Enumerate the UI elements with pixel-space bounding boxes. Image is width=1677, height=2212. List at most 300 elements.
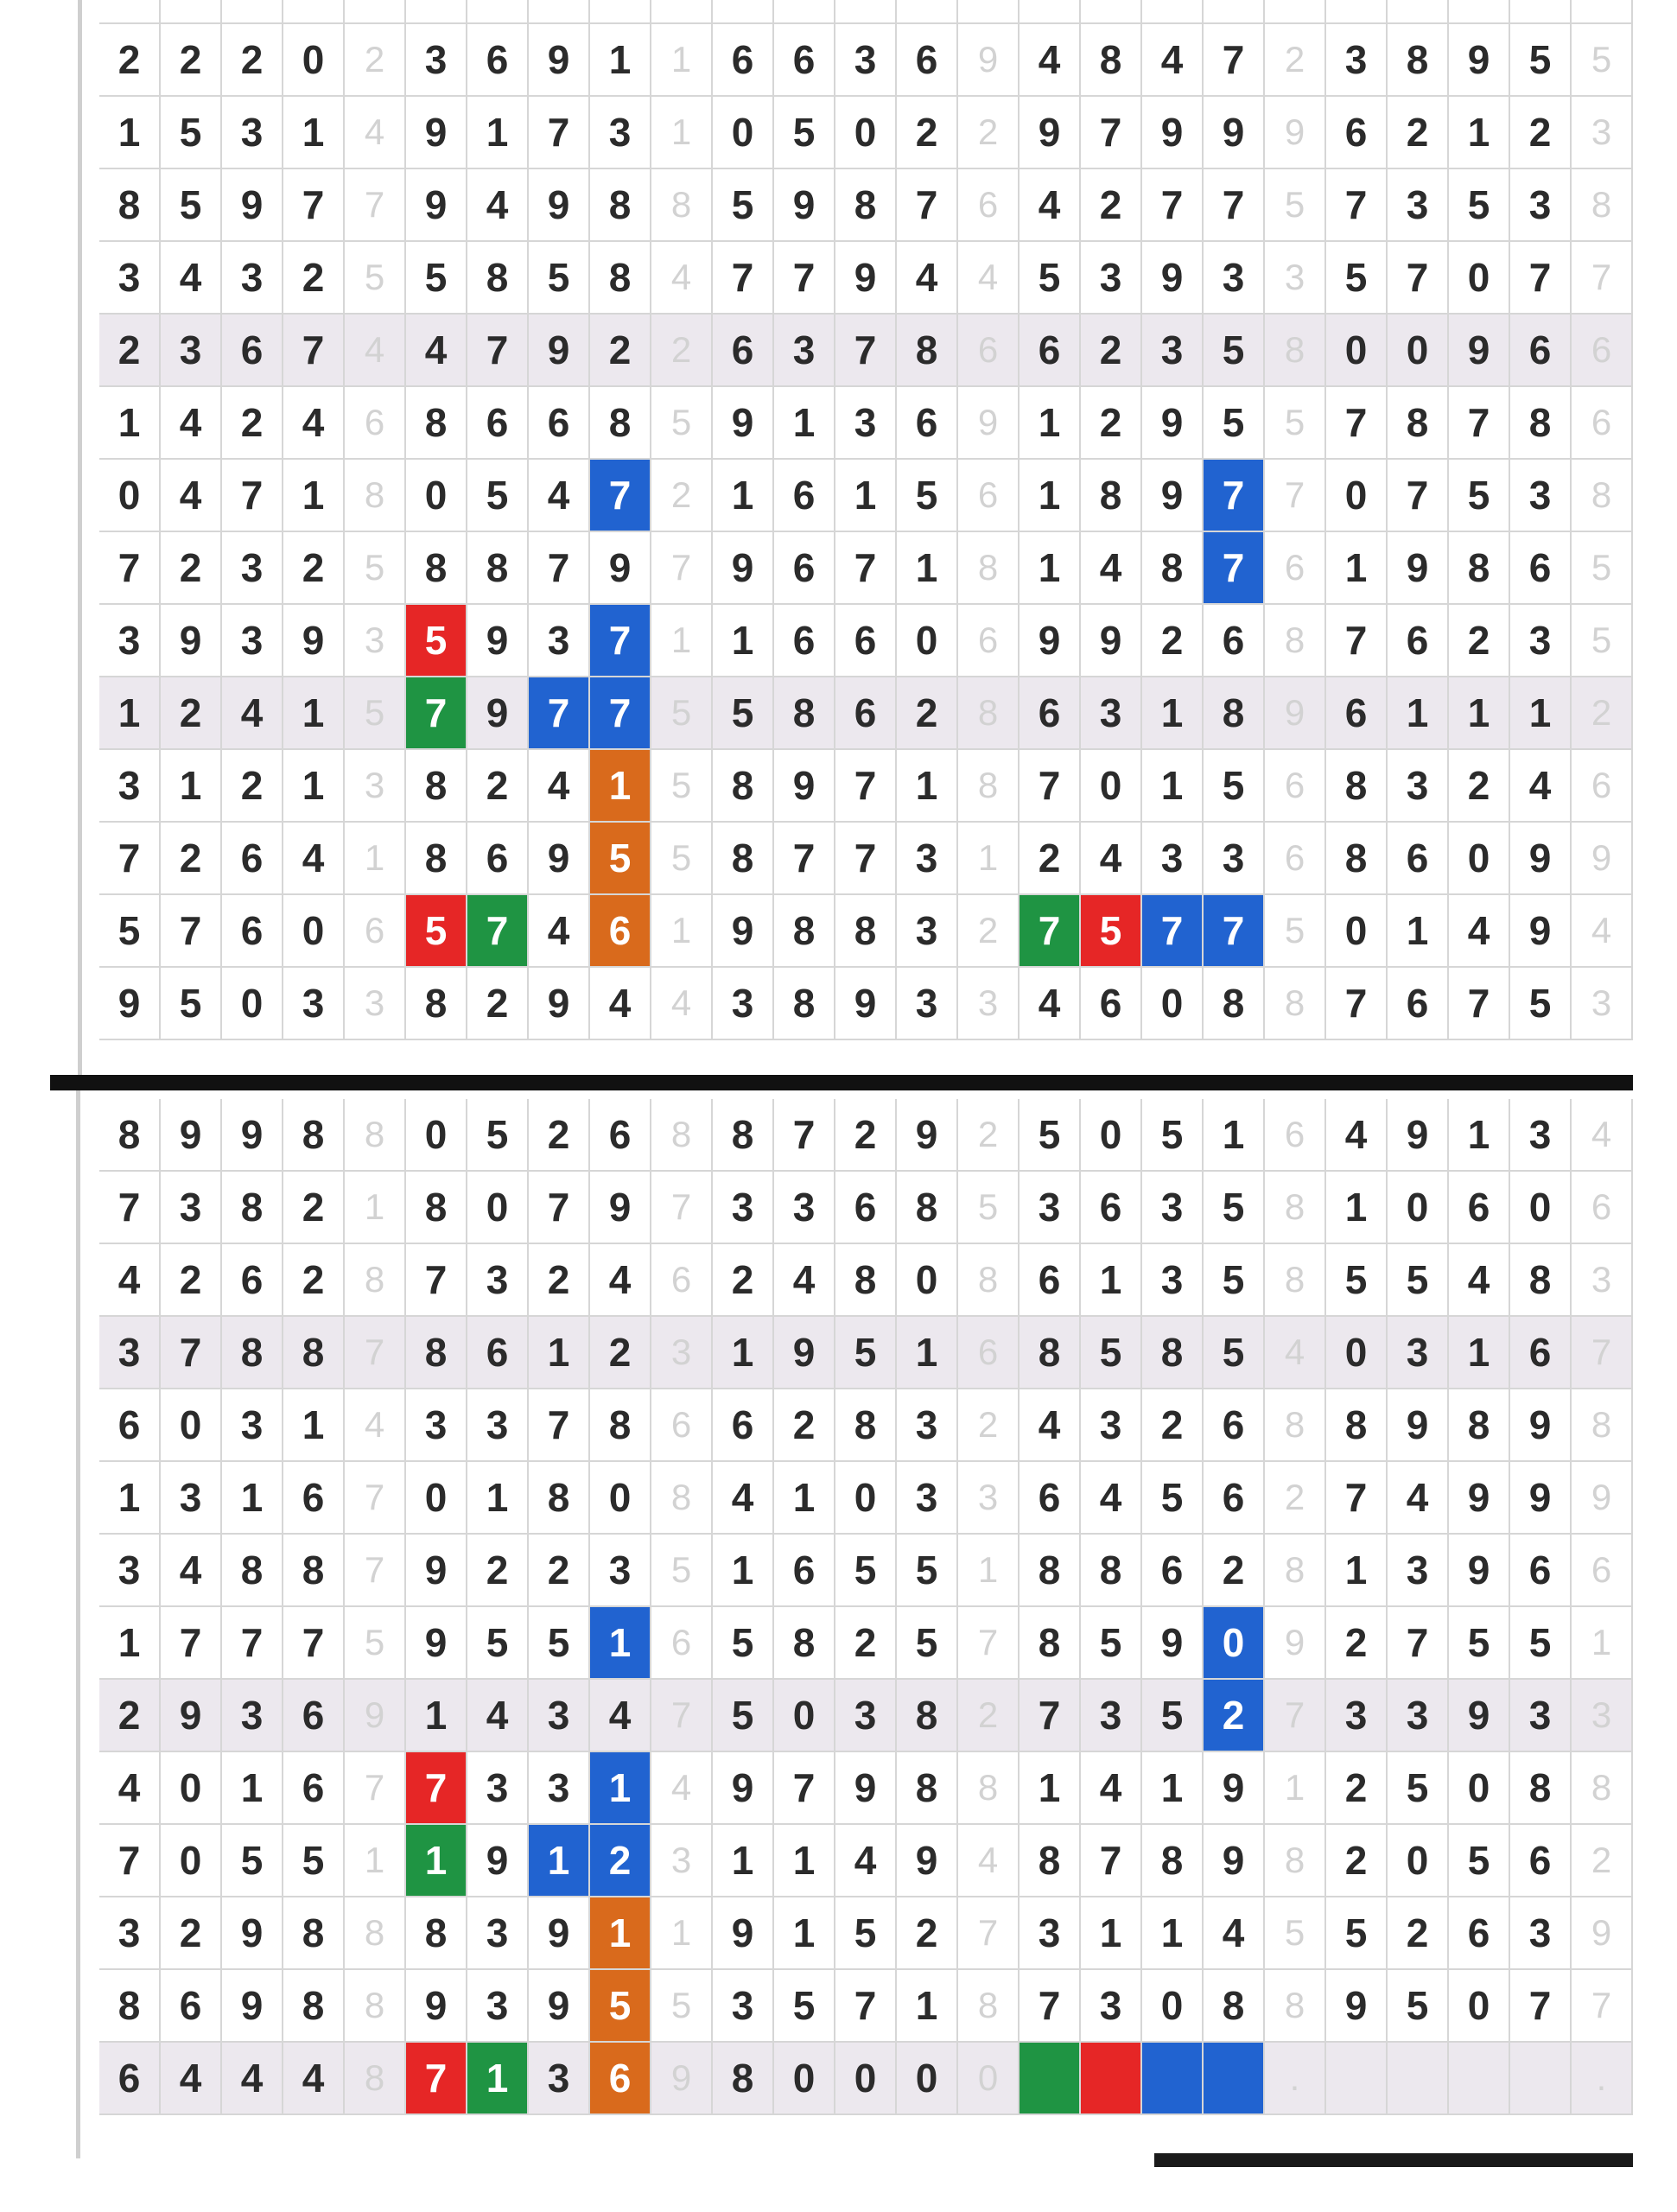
grid-cell: 8 <box>283 1099 345 1172</box>
bottom-grid-panel <box>43 1090 1646 2158</box>
grid-cell: 8 <box>345 1897 406 1970</box>
grid-cell: 5 <box>1572 605 1633 677</box>
grid-row <box>99 1462 1633 1535</box>
grid-cell: 0 <box>774 1680 835 1752</box>
grid-cell: 8 <box>1142 1317 1204 1389</box>
grid-cell: 1 <box>467 97 529 169</box>
grid-cell: 2 <box>1388 97 1449 169</box>
grid-cell: 3 <box>1572 1244 1633 1317</box>
grid-cell: 5 <box>529 1607 590 1680</box>
grid-cell: 6 <box>283 1680 345 1752</box>
grid-cell: 8 <box>651 169 713 242</box>
grid-cell: 3 <box>713 1172 774 1244</box>
grid-cell: 6 <box>897 24 958 97</box>
grid-cell: 1 <box>283 97 345 169</box>
grid-cell: 5 <box>1020 1099 1081 1172</box>
grid-cell: 9 <box>1081 605 1142 677</box>
grid-cell: 3 <box>1081 677 1142 750</box>
grid-cell: 4 <box>897 242 958 315</box>
grid-cell: 2 <box>958 1099 1020 1172</box>
grid-cell: 6 <box>345 387 406 460</box>
grid-cell: 3 <box>958 968 1020 1040</box>
grid-cell: 8 <box>406 968 467 1040</box>
grid-cell: 8 <box>958 532 1020 605</box>
grid-cell: 3 <box>651 1317 713 1389</box>
grid-cell <box>590 0 651 24</box>
grid-cell <box>1265 0 1326 24</box>
grid-cell: 2 <box>529 1535 590 1607</box>
grid-cell: 6 <box>713 24 774 97</box>
grid-cell: 3 <box>99 750 161 823</box>
grid-cell: 7 <box>161 895 222 968</box>
grid-cell: 5 <box>1326 1244 1388 1317</box>
grid-cell: 6 <box>1510 1535 1572 1607</box>
grid-cell: 6 <box>283 1462 345 1535</box>
grid-row <box>99 1970 1633 2043</box>
grid-cell: 1 <box>835 460 897 532</box>
grid-cell <box>835 0 897 24</box>
grid-cell: 2 <box>283 532 345 605</box>
grid-row <box>99 24 1633 97</box>
grid-cell: 6 <box>651 1244 713 1317</box>
grid-cell: 5 <box>897 1607 958 1680</box>
grid-cell: 3 <box>99 1317 161 1389</box>
grid-cell: 8 <box>1510 1752 1572 1825</box>
grid-cell: 0 <box>1388 315 1449 387</box>
grid-cell: 3 <box>897 1389 958 1462</box>
grid-cell: 2 <box>1572 677 1633 750</box>
grid-cell: 6 <box>1572 1172 1633 1244</box>
grid-cell: 3 <box>1388 1680 1449 1752</box>
grid-cell: 2 <box>161 677 222 750</box>
grid-cell: 3 <box>1326 1680 1388 1752</box>
grid-cell: 9 <box>467 605 529 677</box>
grid-cell: 9 <box>1142 242 1204 315</box>
grid-cell: 9 <box>1142 460 1204 532</box>
grid-cell: 6 <box>283 1752 345 1825</box>
grid-cell: 6 <box>222 895 283 968</box>
grid-cell: 9 <box>529 968 590 1040</box>
grid-cell: 5 <box>1142 1462 1204 1535</box>
grid-cell: 2 <box>283 242 345 315</box>
grid-cell: 3 <box>1204 823 1265 895</box>
grid-cell: 7 <box>1326 1462 1388 1535</box>
grid-cell: 2 <box>345 24 406 97</box>
grid-cell: 5 <box>835 1897 897 1970</box>
grid-cell: 5 <box>835 1535 897 1607</box>
grid-cell: 3 <box>835 24 897 97</box>
grid-cell: 5 <box>1204 1244 1265 1317</box>
grid-cell: 5 <box>467 1607 529 1680</box>
grid-cell: 5 <box>1204 1317 1265 1389</box>
grid-cell: 1 <box>651 97 713 169</box>
grid-cell: 2 <box>222 387 283 460</box>
grid-cell: 7 <box>1572 1317 1633 1389</box>
grid-cell: 8 <box>1142 1825 1204 1897</box>
grid-cell: 1 <box>283 750 345 823</box>
grid-cell: 6 <box>774 605 835 677</box>
grid-cell: 6 <box>99 2043 161 2115</box>
grid-cell: 7 <box>1510 242 1572 315</box>
highlighted-cell-blue: 7 <box>590 605 651 677</box>
grid-cell: 8 <box>1449 532 1510 605</box>
grid-cell: 0 <box>1510 1172 1572 1244</box>
highlighted-cell-green: 1 <box>467 2043 529 2115</box>
grid-cell: 8 <box>283 1535 345 1607</box>
grid-cell: 6 <box>1081 1172 1142 1244</box>
grid-cell: 4 <box>590 1244 651 1317</box>
grid-cell: 5 <box>713 677 774 750</box>
grid-row <box>99 315 1633 387</box>
grid-cell: 0 <box>161 1389 222 1462</box>
grid-cell <box>1388 0 1449 24</box>
highlighted-cell-orange: 6 <box>590 895 651 968</box>
grid-cell: 3 <box>1326 24 1388 97</box>
grid-cell: 4 <box>99 1752 161 1825</box>
grid-cell: 2 <box>283 1172 345 1244</box>
grid-cell: 7 <box>835 750 897 823</box>
grid-cell: 8 <box>1572 1389 1633 1462</box>
grid-cell: 1 <box>651 605 713 677</box>
grid-cell: 0 <box>1142 968 1204 1040</box>
grid-cell: 3 <box>1020 1897 1081 1970</box>
grid-cell: 9 <box>835 1752 897 1825</box>
grid-cell: 7 <box>774 242 835 315</box>
grid-cell: 6 <box>1449 1897 1510 1970</box>
grid-cell <box>713 0 774 24</box>
grid-cell: 0 <box>1449 242 1510 315</box>
grid-cell: 5 <box>1449 1607 1510 1680</box>
grid-cell: 9 <box>1510 823 1572 895</box>
grid-cell: 9 <box>406 97 467 169</box>
grid-cell: 0 <box>835 97 897 169</box>
grid-cell: 9 <box>529 24 590 97</box>
grid-cell: 3 <box>467 1244 529 1317</box>
grid-cell: 8 <box>1388 387 1449 460</box>
grid-cell: 1 <box>1142 750 1204 823</box>
grid-row <box>99 1244 1633 1317</box>
grid-cell: 6 <box>1204 605 1265 677</box>
grid-cell: 4 <box>1388 1462 1449 1535</box>
grid-cell: 9 <box>1572 1462 1633 1535</box>
grid-cell <box>1449 0 1510 24</box>
grid-cell: 7 <box>1081 97 1142 169</box>
grid-cell: 3 <box>99 1535 161 1607</box>
grid-cell: 4 <box>1081 823 1142 895</box>
grid-cell: 4 <box>283 823 345 895</box>
grid-cell: 1 <box>99 97 161 169</box>
grid-cell: 6 <box>958 460 1020 532</box>
grid-cell: 2 <box>1142 1389 1204 1462</box>
grid-cell: 3 <box>1081 1680 1142 1752</box>
grid-cell: 7 <box>1388 242 1449 315</box>
grid-cell: 6 <box>222 1244 283 1317</box>
grid-cell: 4 <box>1326 1099 1388 1172</box>
grid-cell: 3 <box>161 315 222 387</box>
grid-cell: 5 <box>1204 750 1265 823</box>
grid-cell: 4 <box>1572 895 1633 968</box>
grid-cell: 5 <box>1265 895 1326 968</box>
grid-cell: 8 <box>1265 1825 1326 1897</box>
grid-cell: 8 <box>1142 532 1204 605</box>
grid-cell: 7 <box>1142 169 1204 242</box>
grid-cell: 1 <box>1020 460 1081 532</box>
grid-cell: 8 <box>1265 1389 1326 1462</box>
grid-cell: 1 <box>1388 895 1449 968</box>
grid-cell: 1 <box>958 1535 1020 1607</box>
grid-cell: 4 <box>345 315 406 387</box>
grid-cell: 3 <box>897 1462 958 1535</box>
grid-row <box>99 169 1633 242</box>
grid-cell: 8 <box>1265 968 1326 1040</box>
grid-cell: 9 <box>1142 97 1204 169</box>
grid-cell: 9 <box>774 1317 835 1389</box>
grid-cell: 9 <box>1326 1970 1388 2043</box>
grid-cell: 8 <box>345 460 406 532</box>
grid-cell: 1 <box>1142 677 1204 750</box>
grid-cell: 9 <box>1449 1680 1510 1752</box>
grid-cell: 4 <box>467 169 529 242</box>
grid-cell: 1 <box>1449 1317 1510 1389</box>
grid-cell: 1 <box>774 1897 835 1970</box>
grid-cell: 5 <box>529 242 590 315</box>
panel-left-border <box>78 0 82 1075</box>
grid-cell: 7 <box>161 1607 222 1680</box>
grid-cell: 8 <box>774 968 835 1040</box>
highlighted-cell-green: 7 <box>467 895 529 968</box>
grid-cell: 7 <box>529 97 590 169</box>
grid-row <box>99 242 1633 315</box>
grid-cell: 5 <box>1388 1970 1449 2043</box>
grid-cell: 7 <box>1449 968 1510 1040</box>
grid-cell: 8 <box>406 1172 467 1244</box>
grid-cell: 1 <box>713 605 774 677</box>
grid-cell: 3 <box>467 1752 529 1825</box>
highlighted-cell-red <box>1081 2043 1142 2115</box>
highlighted-cell-green: 7 <box>406 677 467 750</box>
grid-cell: 3 <box>1081 1389 1142 1462</box>
grid-cell: 7 <box>651 1172 713 1244</box>
grid-row <box>99 1389 1633 1462</box>
highlighted-cell-blue <box>1204 2043 1265 2115</box>
grid-cell: 9 <box>1142 387 1204 460</box>
grid-cell: 0 <box>774 2043 835 2115</box>
grid-cell: 5 <box>713 1680 774 1752</box>
grid-cell: 5 <box>713 169 774 242</box>
grid-cell: 9 <box>1449 1535 1510 1607</box>
grid-cell: 1 <box>897 1970 958 2043</box>
grid-row <box>99 2043 1633 2115</box>
grid-cell: 9 <box>345 1680 406 1752</box>
grid-cell: . <box>1265 2043 1326 2115</box>
grid-cell: 8 <box>897 1172 958 1244</box>
grid-cell: 1 <box>651 24 713 97</box>
grid-cell: 4 <box>222 2043 283 2115</box>
grid-cell: 4 <box>406 315 467 387</box>
grid-cell: 4 <box>1449 1244 1510 1317</box>
grid-cell: 9 <box>1510 895 1572 968</box>
grid-cell: 8 <box>1081 24 1142 97</box>
grid-cell: 0 <box>1449 1970 1510 2043</box>
grid-cell: 3 <box>1204 242 1265 315</box>
grid-cell: 2 <box>161 823 222 895</box>
grid-cell: 3 <box>1388 1317 1449 1389</box>
grid-cell <box>1326 0 1388 24</box>
grid-cell: 6 <box>1572 750 1633 823</box>
grid-cell: 2 <box>958 1389 1020 1462</box>
grid-cell: 8 <box>1204 1970 1265 2043</box>
grid-cell: 8 <box>1510 387 1572 460</box>
grid-cell: 0 <box>1388 1825 1449 1897</box>
grid-cell: 4 <box>529 750 590 823</box>
grid-cell: 5 <box>1449 1825 1510 1897</box>
grid-cell: 9 <box>590 1172 651 1244</box>
grid-cell: 9 <box>713 387 774 460</box>
grid-cell: 9 <box>590 532 651 605</box>
grid-cell: 6 <box>1204 1462 1265 1535</box>
grid-cell: 8 <box>590 387 651 460</box>
grid-cell: 1 <box>99 1607 161 1680</box>
grid-cell: 9 <box>161 1680 222 1752</box>
grid-row <box>99 1317 1633 1389</box>
grid-row <box>99 97 1633 169</box>
highlighted-cell-orange: 1 <box>590 1897 651 1970</box>
grid-cell: 5 <box>1572 532 1633 605</box>
grid-cell: 9 <box>406 1607 467 1680</box>
grid-cell: 6 <box>1388 823 1449 895</box>
grid-cell: 8 <box>1020 1535 1081 1607</box>
grid-cell: 6 <box>222 315 283 387</box>
grid-cell: 3 <box>222 1389 283 1462</box>
grid-cell: 8 <box>467 242 529 315</box>
grid-cell: 8 <box>958 677 1020 750</box>
grid-cell: 7 <box>1020 750 1081 823</box>
grid-cell: 4 <box>1081 1752 1142 1825</box>
grid-cell: 2 <box>1142 605 1204 677</box>
grid-cell: 5 <box>406 242 467 315</box>
grid-cell: 2 <box>99 24 161 97</box>
grid-cell: 6 <box>467 24 529 97</box>
grid-cell: 4 <box>1572 1099 1633 1172</box>
grid-cell: 5 <box>774 97 835 169</box>
grid-cell: 3 <box>1081 242 1142 315</box>
grid-cell: 8 <box>651 1099 713 1172</box>
grid-cell: 8 <box>835 895 897 968</box>
grid-cell: 0 <box>222 968 283 1040</box>
grid-cell: 3 <box>897 968 958 1040</box>
highlighted-cell-red: 7 <box>406 2043 467 2115</box>
grid-row <box>99 1680 1633 1752</box>
grid-cell: 3 <box>529 1752 590 1825</box>
grid-row <box>99 1172 1633 1244</box>
grid-cell: 3 <box>1020 1172 1081 1244</box>
grid-cell: 5 <box>1204 315 1265 387</box>
grid-cell: 3 <box>1142 315 1204 387</box>
grid-cell: 0 <box>161 1825 222 1897</box>
grid-cell: 5 <box>651 1970 713 2043</box>
grid-cell: 5 <box>345 532 406 605</box>
grid-cell: 4 <box>958 1825 1020 1897</box>
grid-cell: 0 <box>1326 895 1388 968</box>
highlighted-cell-red: 5 <box>1081 895 1142 968</box>
grid-cell: 8 <box>529 1462 590 1535</box>
grid-cell: 1 <box>958 823 1020 895</box>
grid-cell: 4 <box>590 1680 651 1752</box>
grid-cell: 2 <box>897 97 958 169</box>
grid-cell: 9 <box>1020 605 1081 677</box>
highlighted-cell-green <box>1020 2043 1081 2115</box>
grid-cell: 2 <box>1020 823 1081 895</box>
grid-row <box>99 1825 1633 1897</box>
grid-cell: 9 <box>835 968 897 1040</box>
highlighted-cell-blue: 0 <box>1204 1607 1265 1680</box>
grid-cell: 7 <box>1449 387 1510 460</box>
grid-cell: 6 <box>222 823 283 895</box>
grid-cell: 7 <box>774 1752 835 1825</box>
grid-cell: 2 <box>529 1099 590 1172</box>
grid-cell: 9 <box>467 677 529 750</box>
grid-cell: 1 <box>1142 1752 1204 1825</box>
grid-cell: 1 <box>774 1825 835 1897</box>
grid-cell: 7 <box>1326 605 1388 677</box>
grid-cell: 6 <box>774 460 835 532</box>
grid-cell: 5 <box>1510 24 1572 97</box>
grid-cell: 8 <box>467 532 529 605</box>
grid-cell: 3 <box>1510 1897 1572 1970</box>
grid-cell: 6 <box>1265 1099 1326 1172</box>
grid-cell: 7 <box>345 1317 406 1389</box>
grid-cell: 6 <box>1510 1825 1572 1897</box>
grid-cell: 0 <box>835 2043 897 2115</box>
grid-cell: 2 <box>1388 1897 1449 1970</box>
grid-cell: 8 <box>590 169 651 242</box>
grid-cell: 4 <box>651 1752 713 1825</box>
grid-cell: 8 <box>774 895 835 968</box>
grid-cell: 1 <box>1388 677 1449 750</box>
grid-cell: 1 <box>897 1317 958 1389</box>
grid-cell: 9 <box>1388 532 1449 605</box>
grid-cell: 9 <box>529 1897 590 1970</box>
grid-cell: 5 <box>958 1172 1020 1244</box>
grid-cell: 4 <box>345 1389 406 1462</box>
grid-cell: 1 <box>1020 1752 1081 1825</box>
grid-cell: 8 <box>590 242 651 315</box>
grid-cell: 9 <box>897 1099 958 1172</box>
grid-cell: 2 <box>651 315 713 387</box>
grid-cell: 8 <box>835 1389 897 1462</box>
grid-cell: 2 <box>467 968 529 1040</box>
grid-cell: 1 <box>1572 1607 1633 1680</box>
grid-cell: 5 <box>897 460 958 532</box>
grid-cell: 8 <box>958 1970 1020 2043</box>
grid-cell: 3 <box>222 242 283 315</box>
grid-cell: 1 <box>713 1535 774 1607</box>
grid-cell: 3 <box>1081 1970 1142 2043</box>
grid-cell: 5 <box>1020 242 1081 315</box>
grid-cell: 7 <box>774 1099 835 1172</box>
grid-cell: 7 <box>529 1389 590 1462</box>
grid-cell: 9 <box>222 169 283 242</box>
grid-cell: 4 <box>835 1825 897 1897</box>
grid-cell: 3 <box>529 1680 590 1752</box>
grid-cell <box>651 0 713 24</box>
grid-cell: 5 <box>1388 1752 1449 1825</box>
grid-cell: 7 <box>713 242 774 315</box>
grid-cell: 4 <box>467 1680 529 1752</box>
grid-cell: 8 <box>1326 823 1388 895</box>
grid-cell: 7 <box>1572 1970 1633 2043</box>
grid-cell: 6 <box>1020 677 1081 750</box>
